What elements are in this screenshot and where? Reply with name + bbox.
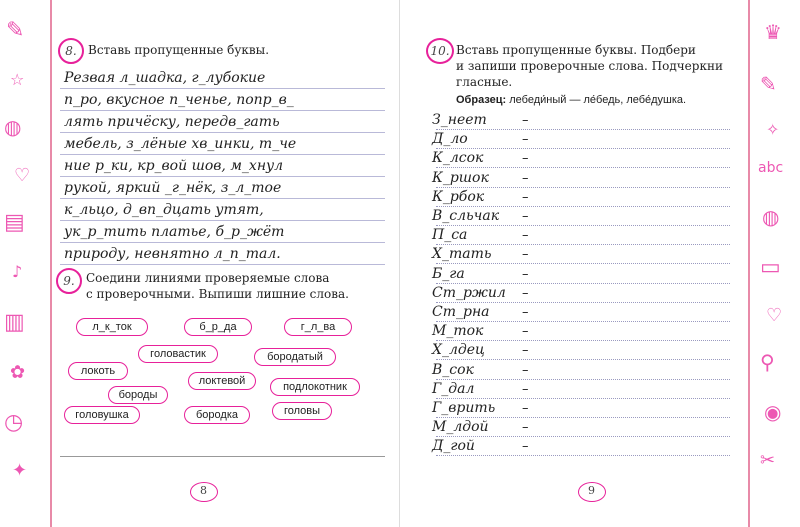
word-dash: – — [522, 381, 529, 397]
star-icon: ☆ — [10, 70, 25, 89]
star-icon: ✦ — [12, 460, 28, 481]
word-dash: – — [522, 266, 529, 282]
task-8-line: ук_р_тить платье, б_р_жёт — [64, 224, 285, 240]
task-10-word: В_сльчак — [432, 208, 500, 224]
task-8-line: мебель, з_лёные хв_инки, т_че — [64, 136, 297, 152]
answer-line — [436, 398, 730, 399]
heart-icon: ♡ — [14, 165, 31, 186]
word-dash: – — [522, 228, 529, 244]
rule — [60, 88, 385, 89]
word-box: головы — [272, 402, 332, 420]
task-10-instruction-line1: Вставь пропущенные буквы. Подбери — [456, 43, 696, 57]
answer-line — [436, 187, 730, 188]
word-box: бородатый — [254, 348, 336, 366]
word-dash: – — [522, 324, 529, 340]
answer-line — [436, 148, 730, 149]
ruler-icon: ▥ — [4, 310, 25, 335]
answer-line — [436, 321, 730, 322]
task-10-instruction-line2: и запиши проверочные слова. Подчеркни — [456, 59, 723, 73]
word-dash: – — [522, 285, 529, 301]
word-box: подлокотник — [270, 378, 360, 396]
magnifier-icon: ⚲ — [760, 350, 775, 374]
page-number: 9 — [588, 484, 595, 497]
task-10-word: Г_дал — [432, 380, 475, 397]
task-8-line: Резвая л_шадка, г_лубокие — [64, 70, 266, 86]
right-page — [400, 0, 800, 527]
task-10-instruction-line3: гласные. — [456, 75, 513, 89]
task-8-line: лять причёску, передв_гать — [64, 114, 280, 130]
task-8-line: к_льцо, д_вп_дцать утят, — [64, 202, 264, 218]
task-10-word: Х_лдец — [432, 342, 485, 359]
sample-text: лебеди́ный — ле́бедь, лебе́душка. — [509, 94, 687, 106]
rule — [60, 198, 385, 199]
rule — [60, 132, 385, 133]
task-8-line: природу, невнятно л_п_тал. — [64, 246, 281, 262]
word-dash: – — [522, 151, 529, 167]
task-10-word: К_рбок — [432, 188, 485, 205]
word-box: бороды — [108, 386, 168, 404]
task-10-word: Д_ло — [432, 131, 468, 148]
margin-line — [50, 0, 52, 527]
right-doodle-border — [752, 0, 800, 527]
word-dash: – — [522, 170, 529, 186]
answer-line — [436, 436, 730, 437]
answer-line — [436, 129, 730, 130]
pencil-icon: ✎ — [760, 72, 777, 96]
task-10-word: Х_тать — [432, 246, 492, 263]
abc-letters-icon: abc — [758, 160, 784, 176]
task-10-word: М_лдой — [432, 419, 489, 436]
pencil-icon: ✎ — [6, 18, 25, 43]
flower-icon: ✿ — [10, 362, 26, 383]
task-8-number: 8. — [58, 38, 84, 64]
word-dash: – — [522, 113, 529, 128]
task-10-word: Ст_ржил — [432, 284, 506, 301]
word-box: л_к_ток — [76, 318, 148, 336]
task-10-word: Ст_рна — [432, 304, 490, 320]
word-dash: – — [522, 362, 529, 378]
sample — [456, 94, 686, 106]
rule — [60, 264, 385, 265]
answer-line — [436, 302, 730, 303]
word-box: бородка — [184, 406, 250, 424]
task-10-word: М_ток — [432, 323, 484, 340]
answer-line — [436, 417, 730, 418]
word-dash: – — [522, 209, 529, 224]
word-dash: – — [522, 132, 529, 148]
word-box: локтевой — [188, 372, 256, 390]
word-dash: – — [522, 343, 529, 359]
task-10-word: Д_гой — [432, 438, 475, 455]
answer-line — [436, 225, 730, 226]
book-icon: ▤ — [4, 210, 25, 235]
scissors-icon: ✂ — [760, 450, 776, 471]
task-10-word: В_сок — [432, 361, 474, 378]
word-dash: – — [522, 189, 529, 205]
word-box: локоть — [68, 362, 128, 380]
margin-line — [748, 0, 750, 527]
rule — [60, 110, 385, 111]
task-10-word: Б_га — [432, 265, 465, 282]
task-10-number: 10. — [426, 38, 454, 64]
answer-line — [60, 456, 385, 457]
task-9-instruction-line1: Соедини линиями проверяемые слова — [86, 271, 330, 285]
left-doodle-border — [0, 0, 48, 527]
trophy-icon: ♛ — [764, 20, 782, 44]
globe-icon: ◍ — [4, 115, 22, 139]
answer-line — [436, 167, 730, 168]
word-box: б_р_да — [184, 318, 252, 336]
rule — [60, 154, 385, 155]
task-8-line: п_ро, вкусное п_ченье, попр_в_ — [64, 92, 294, 108]
task-8-instruction: Вставь пропущенные буквы. — [88, 43, 270, 57]
globe-icon: ◍ — [762, 205, 780, 229]
task-8-line: ние р_ки, кр_вой шов, м_хнул — [64, 158, 284, 174]
word-box: головушка — [64, 406, 140, 424]
word-dash: – — [522, 439, 529, 455]
task-10-word: Г_врить — [432, 400, 496, 416]
ball-icon: ◉ — [764, 400, 782, 424]
word-box: г_л_ва — [284, 318, 352, 336]
answer-line — [436, 206, 730, 207]
heart-icon: ♡ — [766, 305, 783, 326]
task-9-number: 9. — [56, 268, 82, 294]
answer-line — [436, 340, 730, 341]
task-10-word: З_неет — [432, 112, 487, 128]
answer-line — [436, 359, 730, 360]
laptop-icon: ▭ — [760, 255, 781, 280]
task-10-word: К_лсок — [432, 150, 484, 167]
note-icon: ♪ — [12, 262, 23, 281]
answer-line — [436, 455, 730, 456]
clock-icon: ◷ — [4, 410, 24, 435]
task-10-word: К_ршок — [432, 169, 489, 186]
answer-line — [436, 244, 730, 245]
word-dash: – — [522, 420, 529, 436]
rule — [60, 242, 385, 243]
answer-line — [436, 283, 730, 284]
word-dash: – — [522, 401, 529, 416]
rule — [60, 176, 385, 177]
word-dash: – — [522, 247, 529, 263]
sample-label: Образец: — [456, 94, 507, 106]
rule — [60, 220, 385, 221]
task-8-line: рукой, яркий _г_нёк, з_л_тое — [64, 180, 282, 196]
answer-line — [436, 263, 730, 264]
task-10-word: П_са — [432, 227, 468, 244]
task-9-instruction-line2: с проверочными. Выпиши лишние слова. — [86, 287, 349, 301]
answer-line — [436, 379, 730, 380]
word-box: головастик — [138, 345, 218, 363]
word-dash: – — [522, 305, 529, 320]
star-icon: ✧ — [766, 120, 780, 139]
page-number: 8 — [200, 484, 207, 497]
